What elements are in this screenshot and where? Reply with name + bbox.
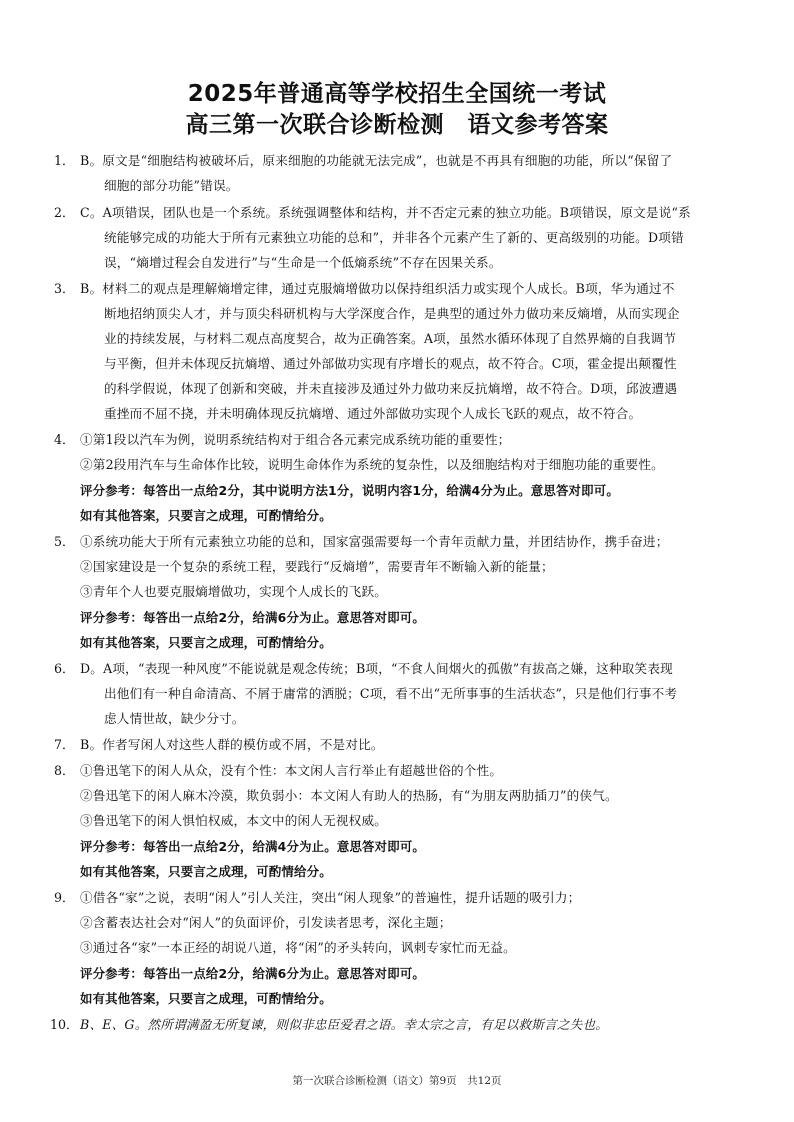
scoring-note: 评分参考：每答出一点给2分，其中说明方法1分，说明内容1分，给满4分为止。意思答对即可。	[80, 483, 619, 498]
answer-text-line: B。材料二的观点是理解熵增定律，通过克服熵增做功以保持组织活力或实现个人成长。B项，华为通过不	[80, 281, 675, 296]
answer-text-line: 统能够完成的功能大于所有元素独立功能的总和”，并非各个元素产生了新的、更高级别的功能。D项错	[104, 230, 684, 245]
scoring-note: 如有其他答案，只要言之成理，可酌情给分。	[80, 635, 332, 650]
answer-text-line: D。A项，“表现一种风度”不能说就是观念传统；B项，“不食人间烟火的孤傲”有拔高之嫌，这种取笑表现	[80, 661, 673, 676]
answer-number: 9．	[54, 890, 75, 905]
answer-number: 7．	[54, 737, 75, 752]
answer-text-line: 误，“熵增过程会自发进行”与“生命是一个低熵系统”不存在因果关系。	[104, 255, 502, 270]
answer-number: 4．	[54, 432, 75, 447]
answer-text-line: 重挫而不屈不挠，并未明确体现反抗熵增、通过外部做功实现个人成长飞跃的观点，故不符合。	[104, 406, 642, 421]
answer-point: ①借各“家”之说，表明“闲人”引人关注，突出“闲人现象”的普遍性，提升话题的吸引力；	[80, 890, 581, 905]
answer-text-line: 业的持续发展，与材料二观点高度契合，故为正确答案。A项，虽然水循环体现了自然界熵的自我调节	[104, 331, 677, 346]
answer-number: 2．	[54, 205, 75, 220]
answer-number: 6．	[54, 661, 75, 676]
answer-text-line: B、E、G。然所谓满盈无所复谏，则似非忠臣爱君之语。幸太宗之言，有足以救斯言之失也。	[80, 1017, 609, 1032]
scoring-note: 如有其他答案，只要言之成理，可酌情给分。	[80, 991, 332, 1006]
answer-text-line: B。作者写闲人对这些人群的模仿或不屑，不是对比。	[80, 737, 384, 752]
answer-key-title: 高三第一次联合诊断检测 语文参考答案	[185, 112, 609, 138]
answer-text-line: 的科学假说，体现了创新和突破，并未直接涉及通过外力做功来反抗熵增，故不符合。D项，邱波遭遇	[104, 381, 678, 396]
answer-number: 10．	[50, 1017, 79, 1032]
answer-number: 5．	[54, 534, 75, 549]
answer-text-line: 出他们有一种自命清高、不屑于庸常的洒脱；C项，看不出“无所事事的生活状态”，只是他们行事不考	[104, 686, 678, 701]
answer-number: 8．	[54, 763, 75, 778]
answer-point: ③青年个人也要克服熵增做功，实现个人成长的飞跃。	[80, 584, 388, 599]
answer-point: ①鲁迅笔下的闲人从众，没有个性：本文闲人言行举止有超越世俗的个性。	[80, 763, 503, 778]
answer-point: ②含蓄表达社会对“闲人”的负面评价，引发读者思考，深化主题；	[80, 915, 452, 930]
scoring-note: 如有其他答案，只要言之成理，可酌情给分。	[80, 508, 332, 523]
answer-point: ③通过各“家”一本正经的胡说八道，将“闲”的矛头转向，讽刺专家忙而无益。	[80, 940, 516, 955]
page-footer: 第一次联合诊断检测（语文）第9页 共12页	[292, 1075, 502, 1087]
answer-point: ①第1段以汽车为例，说明系统结构对于组合各元素完成系统功能的重要性；	[80, 432, 511, 447]
answer-text-line: 断地招纳顶尖人才，并与顶尖科研机构与大学深度合作，是典型的通过外力做功来反熵增，从而实现企	[104, 306, 680, 321]
scoring-note: 评分参考：每答出一点给2分，给满6分为止。意思答对即可。	[80, 966, 425, 981]
answer-point: ②第2段用汽车与生命体作比较，说明生命体作为系统的复杂性，以及细胞结构对于细胞功能的重要性。	[80, 457, 664, 472]
answer-point: ②国家建设是一个复杂的系统工程，要践行“反熵增”，需要青年不断输入新的能量；	[80, 559, 554, 574]
scoring-note: 如有其他答案，只要言之成理，可酌情给分。	[80, 864, 332, 879]
answer-text-line: 与平衡，但并未体现反抗熵增、通过外部做功实现有序增长的观点，故不符合。C项，霍金提出颠覆性	[104, 356, 677, 371]
answer-point: ②鲁迅笔下的闲人麻木冷漠，欺负弱小：本文闲人有助人的热肠，有“为朋友两肋插刀”的侠气。	[80, 788, 618, 803]
answer-text-line: 虑人情世故，缺少分寸。	[104, 711, 245, 726]
answer-text-line: 细胞的部分功能”错误。	[104, 178, 239, 193]
answer-number: 1．	[54, 153, 75, 168]
exam-title: 2025年普通高等学校招生全国统一考试	[187, 81, 607, 107]
answer-point: ①系统功能大于所有元素独立功能的总和，国家富强需要每一个青年贡献力量，并团结协作，携手奋进；	[80, 534, 669, 549]
answer-number: 3．	[54, 281, 75, 296]
answer-text-line: B。原文是“细胞结构被破坏后，原来细胞的功能就无法完成”，也就是不再具有细胞的功能，所以“保留了	[80, 153, 673, 168]
answer-text-line: C。A项错误，团队也是一个系统。系统强调整体和结构，并不否定元素的独立功能。B项错误，原文是说“系	[80, 205, 691, 220]
answer-point: ③鲁迅笔下的闲人惧怕权威，本文中的闲人无视权威。	[80, 813, 388, 828]
scoring-note: 评分参考：每答出一点给2分，给满4分为止。意思答对即可。	[80, 839, 425, 854]
scoring-note: 评分参考：每答出一点给2分，给满6分为止。意思答对即可。	[80, 610, 425, 625]
